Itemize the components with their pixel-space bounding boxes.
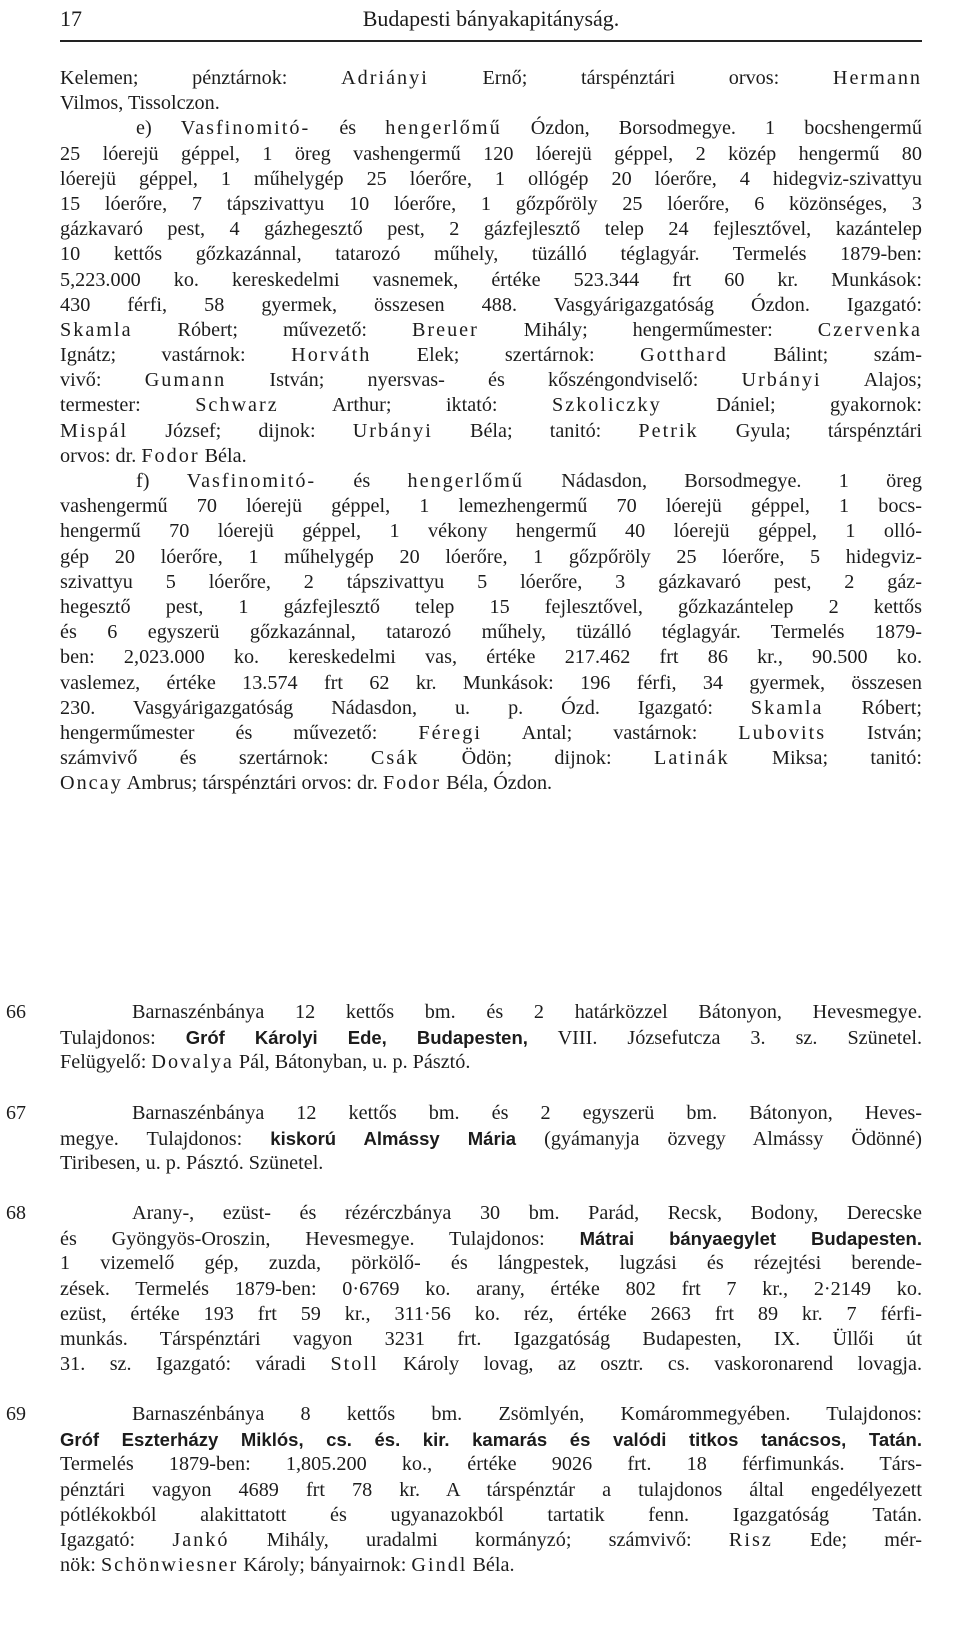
text-line: Felügyelő: Dovalya Pál, Bátonyban, u. p. Pásztó. xyxy=(60,1051,471,1074)
text-line: Tulajdonos: Gróf Károlyi Ede, Budapesten, VIII. Józsefutcza 3. sz. Szünetel. xyxy=(60,1027,922,1050)
text-line: 25 lóerejü géppel, 1 öreg vashengermű 120 lóerejü géppel, 2 közép hengermű 80 xyxy=(60,142,922,165)
text-line: orvos: dr. Fodor Béla. xyxy=(60,444,247,467)
page-number: 17 xyxy=(60,6,82,31)
text-line: hengerműmester és művezető: Féregi Antal; vastárnok: Lubovits István; xyxy=(60,721,922,744)
text-line: Termelés 1879-ben: 1,805.200 ko., értéke 9026 frt. 18 férfimunkás. Társ- xyxy=(60,1453,922,1476)
text-line: Tiribesen, u. p. Pásztó. Szünetel. xyxy=(60,1152,324,1175)
text-line: vivő: Gumann István; nyersvas- és kőszéngondviselő: Urbányi Alajos; xyxy=(60,369,923,392)
text-line: Barnaszénbánya 12 kettős bm. és 2 határközzel Bátonyon, Hevesmegye. xyxy=(132,1001,922,1023)
entry-number: 68 xyxy=(6,1202,26,1224)
text-line: 430 férfi, 58 gyermek, összesen 488. Vasgyárigazgatóság Ózdon. Igazgató: xyxy=(60,293,922,316)
entry-68 xyxy=(60,1201,922,1377)
text-line: zések. Termelés 1879-ben: 0·6769 ko. arany, értéke 802 frt 7 kr., 2·2149 ko. xyxy=(60,1277,922,1300)
text-line: hegesztő pest, 1 gázfejlesztő telep 15 fejlesztővel, gőzkazántelep 2 kettős xyxy=(60,595,922,618)
text-line: Mispál József; dijnok: Urbányi Béla; tanitó: Petrik Gyula; társpénztári xyxy=(60,419,922,442)
text-line: számvivő és szertárnok: Csák Ödön; dijnok: Latinák Miksa; tanitó: xyxy=(60,747,922,770)
top-section xyxy=(60,66,922,796)
entry-69 xyxy=(60,1402,922,1578)
text-line: pénztári vagyon 4689 frt 78 kr. A társpénztár a tulajdonos által engedélyezett xyxy=(60,1478,922,1501)
text-line: munkás. Társpénztári vagyon 3231 frt. Igazgatóság Budapesten, IX. Üllői út xyxy=(60,1327,922,1350)
text-line: szivattyu 5 lóerőre, 2 tápszivattyu 5 lóerőre, 3 gázkavaró pest, 2 gáz- xyxy=(60,570,922,593)
text-line: Vilmos, Tissolczon. xyxy=(60,92,220,115)
section-e-heading: e) Vasfinomitó- és hengerlőmű Ózdon, Borsodmegye. 1 bocshengermű xyxy=(136,117,922,140)
text-line: 10 kettős gőzkazánnal, tatarozó műhely, tüzálló téglagyár. Termelés 1879-ben: xyxy=(60,243,922,266)
text-line: Barnaszénbánya 8 kettős bm. Zsömlyén, Komárommegyében. Tulajdonos: xyxy=(132,1403,922,1425)
text-line: Arany-, ezüst- és rézérczbánya 30 bm. Parád, Recsk, Bodony, Derecske xyxy=(132,1202,922,1224)
entry-number: 69 xyxy=(6,1403,26,1425)
entry-number: 67 xyxy=(6,1102,26,1124)
text-line: Skamla Róbert; művezető: Breuer Mihály; hengerműmester: Czervenka xyxy=(60,318,922,341)
page-title: Budapesti bányakapitányság. xyxy=(362,6,620,31)
text-line: gép 20 lóerőre, 1 műhelygép 20 lóerőre, 1 gőzpőröly 25 lóerőre, 5 hidegviz- xyxy=(60,545,922,568)
text-line: és 6 egyszerü gőzkazánnal, tatarozó műhely, tüzálló téglagyár. Termelés 1879- xyxy=(60,621,922,644)
owner-name: Gróf Eszterházy Miklós, cs. és. kir. kamarás és valódi titkos tanácsos, Tatán. xyxy=(60,1429,922,1451)
header-rule xyxy=(60,40,922,42)
text-line: Barnaszénbánya 12 kettős bm. és 2 egyszerü bm. Bátonyon, Heves- xyxy=(132,1102,922,1124)
text-line: nök: Schönwiesner Károly; bányairnok: Gindl Béla. xyxy=(60,1554,515,1577)
text-line: Kelemen; pénztárnok: Adriányi Ernő; társpénztári orvos: Hermann xyxy=(60,67,923,89)
text-line: vashengermű 70 lóerejü géppel, 1 lemezhengermű 70 lóerejü géppel, 1 bocs- xyxy=(60,495,922,518)
text-line: 230. Vasgyárigazgatóság Nádasdon, u. p. Ózd. Igazgató: Skamla Róbert; xyxy=(60,696,922,719)
text-line: 15 lóerőre, 7 tápszivattyu 10 lóerőre, 1 gőzpőröly 25 lóerőre, 6 közönséges, 3 xyxy=(60,192,922,215)
text-line: Oncay Ambrus; társpénztári orvos: dr. Fodor Béla, Ózdon. xyxy=(60,772,553,795)
text-line: gázkavaró pest, 4 gázhegesztő pest, 2 gázfejlesztő telep 24 fejlesztővel, kazántelep xyxy=(60,218,922,241)
text-line: megye. Tulajdonos: kiskorú Almássy Mária (gyámanyja özvegy Almássy Ödönné) xyxy=(60,1128,922,1151)
text-line: 1 vizemelő gép, zuzda, pörkölő- és lángpestek, lugzási és rézejtési berende- xyxy=(60,1252,922,1275)
page-header xyxy=(60,6,922,36)
text-line: Igazgató: Jankó Mihály, uradalmi kormányzó; számvivő: Risz Ede; mér- xyxy=(60,1528,923,1551)
text-line: pótlékokból alakittatott és ugyanazokból tartatik fenn. Igazgatóság Tatán. xyxy=(60,1503,922,1526)
text-line: 31. sz. Igazgató: váradi Stoll Károly lovag, az osztr. cs. vaskoronarend lovagja. xyxy=(60,1353,922,1376)
text-line: hengermű 70 lóerejü géppel, 1 vékony hengermű 40 lóerejü géppel, 1 olló- xyxy=(60,520,922,543)
text-line: Ignátz; vastárnok: Horváth Elek; szertárnok: Gotthard Bálint; szám- xyxy=(60,344,922,367)
text-line: lóerejü géppel, 1 műhelygép 25 lóerőre, 1 ollógép 20 lóerőre, 4 hidegviz-szivattyu xyxy=(60,167,922,190)
section-f-heading: f) Vasfinomitó- és hengerlőmű Nádasdon, Borsodmegye. 1 öreg xyxy=(136,470,922,492)
text-line: ezüst, értéke 193 frt 59 kr., 311·56 ko. réz, értéke 2663 frt 89 kr. 7 férfi- xyxy=(60,1302,922,1325)
text-line: és Gyöngyös-Oroszin, Hevesmegye. Tulajdonos: Mátrai bányaegylet Budapesten. xyxy=(60,1228,922,1251)
text-line: 5,223.000 ko. kereskedelmi vasnemek, értéke 523.344 frt 60 kr. Munkások: xyxy=(60,268,922,291)
text-line: ben: 2,023.000 ko. kereskedelmi vas, értéke 217.462 frt 86 kr., 90.500 ko. xyxy=(60,646,922,669)
entry-67 xyxy=(60,1101,922,1177)
entry-number: 66 xyxy=(6,1001,26,1023)
text-line: vaslemez, értéke 13.574 frt 62 kr. Munkások: 196 férfi, 34 gyermek, összesen xyxy=(60,671,922,694)
text-line: termester: Schwarz Arthur; iktató: Szkoliczky Dániel; gyakornok: xyxy=(60,394,922,417)
entry-66 xyxy=(60,1000,922,1076)
